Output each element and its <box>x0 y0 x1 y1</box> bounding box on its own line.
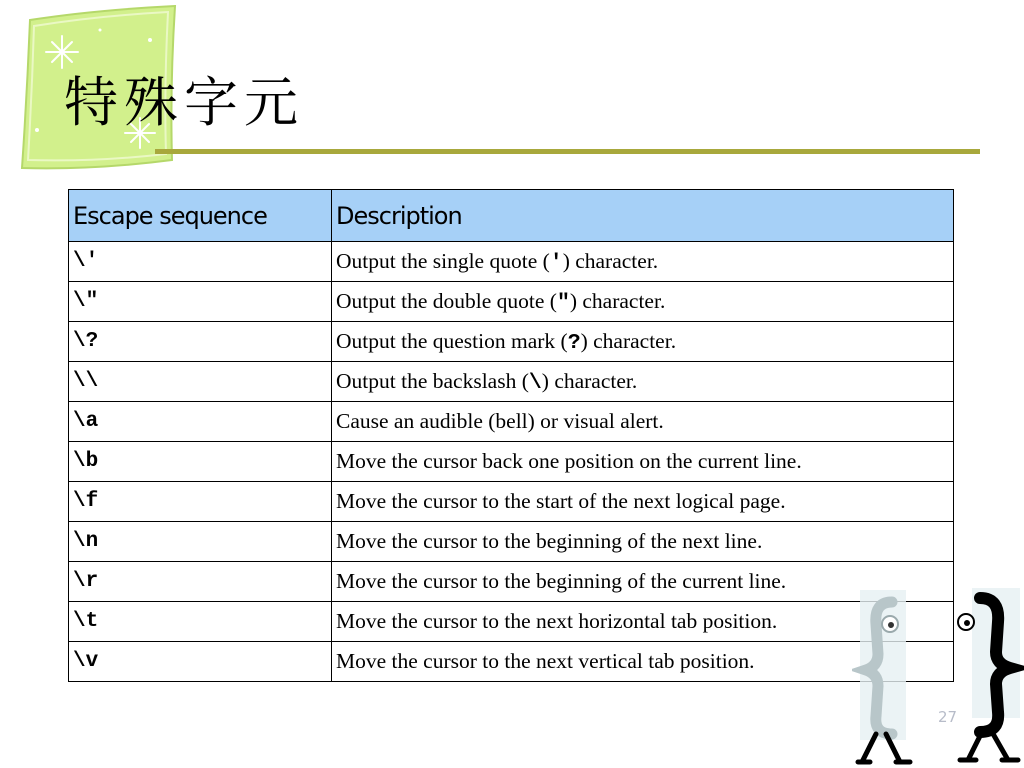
description-cell <box>332 402 954 442</box>
escape-sequence-cell: \a <box>69 402 332 442</box>
description-text: Move the cursor to the beginning of the current line. <box>336 569 787 593</box>
description-cell <box>332 282 954 322</box>
table-row <box>69 602 954 642</box>
description-text: Move the cursor back one position on the current line. <box>336 449 802 473</box>
escape-sequence-cell: \r <box>69 562 332 602</box>
escape-sequence-cell: \" <box>69 282 332 322</box>
description-text: Move the cursor to the start of the next logical page. <box>336 489 786 513</box>
table-row <box>69 402 954 442</box>
description-text-end: ) character. <box>562 248 659 273</box>
slide-title: 特殊字元 <box>64 71 304 134</box>
description-code: ? <box>567 330 581 355</box>
escape-sequence-cell: \\ <box>69 362 332 402</box>
description-text-end: ) character. <box>569 288 666 313</box>
escape-sequence-cell: \n <box>69 522 332 562</box>
description-code: " <box>556 290 570 315</box>
description-cell <box>332 362 954 402</box>
description-cell <box>332 522 954 562</box>
table-row <box>69 322 954 362</box>
description-text-end: ) character. <box>580 328 677 353</box>
escape-sequence-cell: \t <box>69 602 332 642</box>
description-text: Move the cursor to the beginning of the next line. <box>336 529 763 553</box>
table-row <box>69 242 954 282</box>
table-row <box>69 362 954 402</box>
table-row <box>69 442 954 482</box>
escape-sequence-cell: \b <box>69 442 332 482</box>
table-row <box>69 522 954 562</box>
table-row <box>69 282 954 322</box>
description-text: Move the cursor to the next horizontal tab position. <box>336 609 778 633</box>
table-header-row <box>69 190 954 242</box>
header-escape-sequence: Escape sequence <box>69 190 332 242</box>
table-row <box>69 482 954 522</box>
description-code: ' <box>549 250 563 275</box>
description-text: Move the cursor to the next vertical tab position. <box>336 649 755 673</box>
page-number: 27 <box>938 708 958 726</box>
table-row <box>69 562 954 602</box>
description-code: \ <box>528 370 542 395</box>
header-description: Description <box>332 190 954 242</box>
title-underline <box>155 149 980 154</box>
escape-sequence-cell: \v <box>69 642 332 682</box>
curly-brace-characters-icon <box>852 584 1024 768</box>
escape-sequence-cell: \? <box>69 322 332 362</box>
description-cell <box>332 242 954 282</box>
description-cell <box>332 482 954 522</box>
description-text: Output the question mark ( <box>336 328 568 353</box>
description-text: Cause an audible (bell) or visual alert. <box>336 409 664 433</box>
description-cell <box>332 442 954 482</box>
description-text: Output the backslash ( <box>336 368 529 393</box>
description-cell <box>332 322 954 362</box>
escape-sequence-cell: \f <box>69 482 332 522</box>
description-text: Output the double quote ( <box>336 288 557 313</box>
description-text-end: ) character. <box>541 368 638 393</box>
table-row <box>69 642 954 682</box>
description-text: Output the single quote ( <box>336 248 550 273</box>
escape-sequence-cell: \' <box>69 242 332 282</box>
escape-sequence-table <box>68 189 954 682</box>
